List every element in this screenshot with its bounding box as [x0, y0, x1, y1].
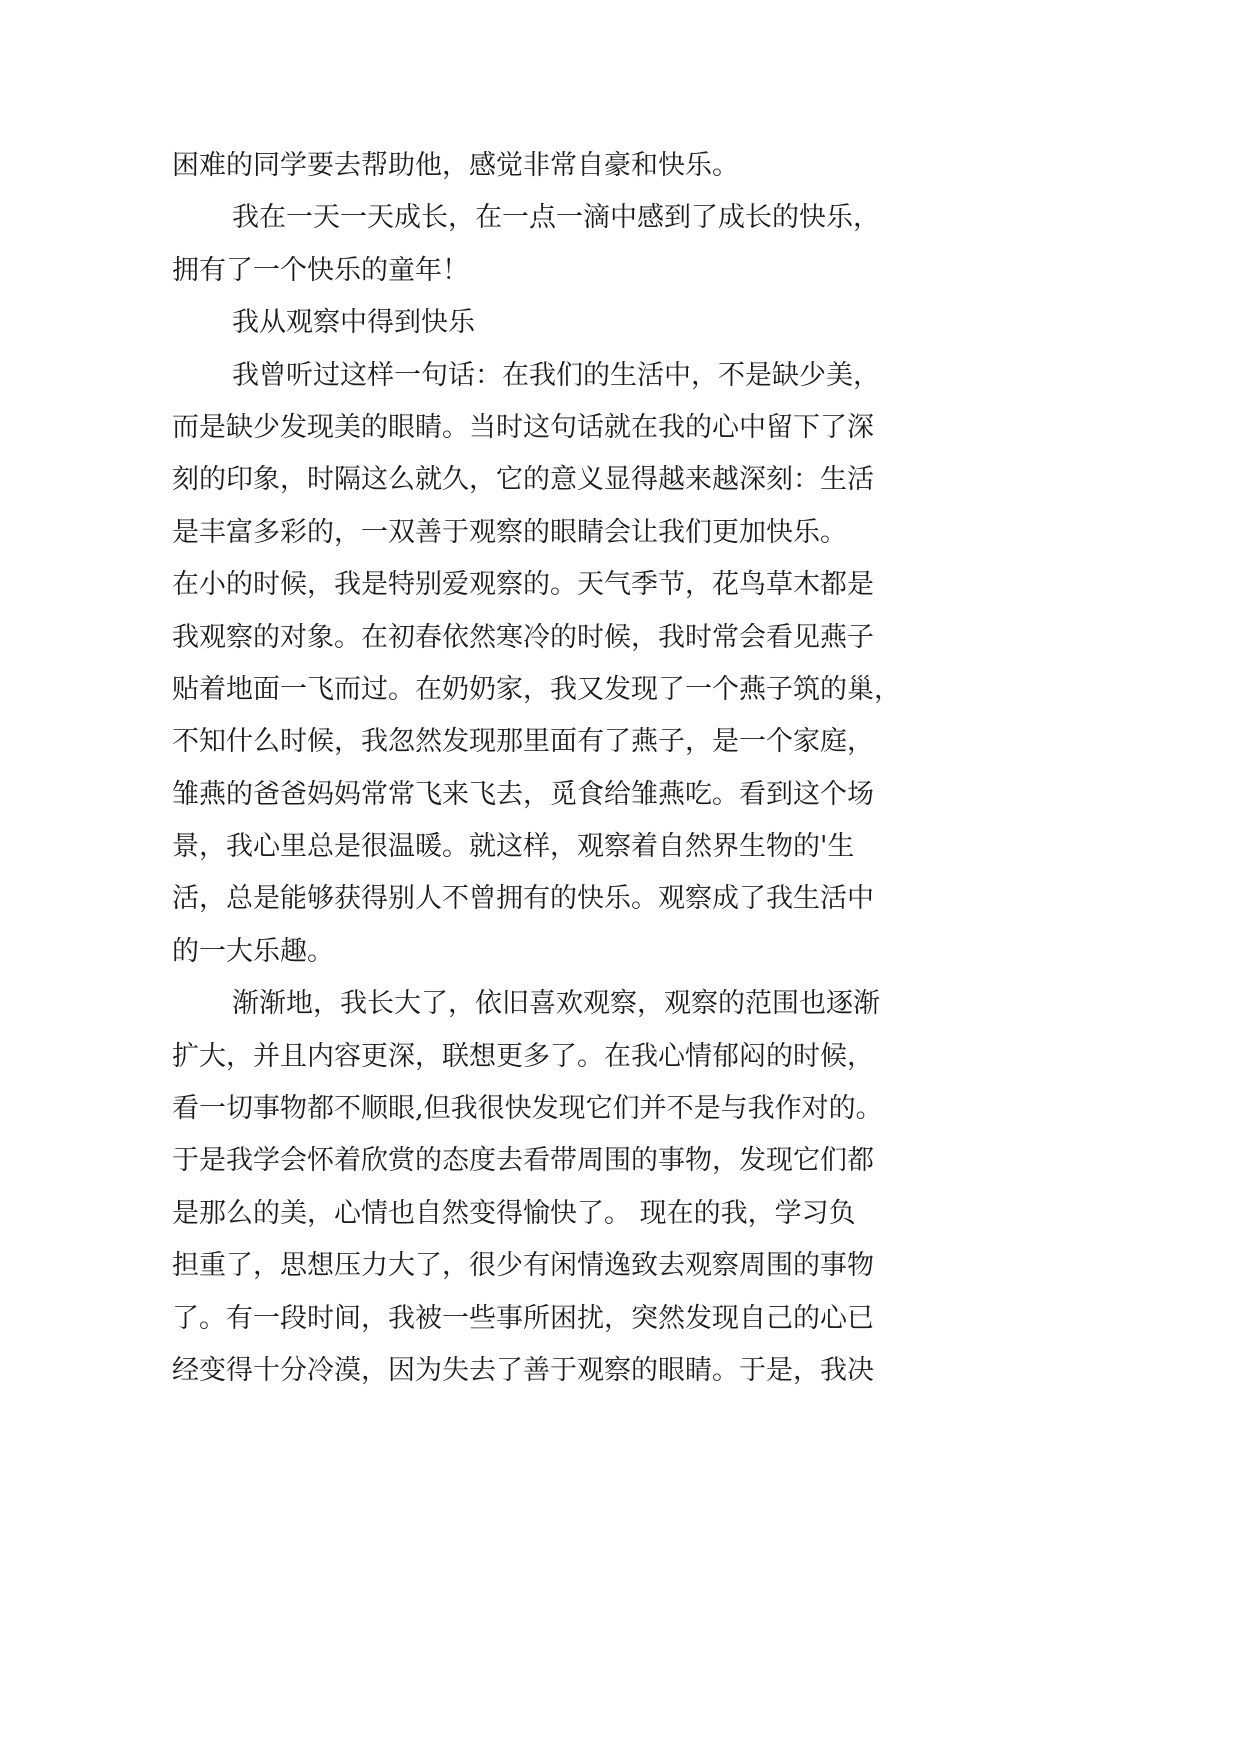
text-line: 拥有了一个快乐的童年！: [172, 254, 469, 286]
text-line: 我在一天一天成长，在一点一滴中感到了成长的快乐，: [232, 202, 880, 234]
text-line: 而是缺少发现美的眼睛。当时这句话就在我的心中留下了深: [172, 411, 874, 443]
text-line: 活，总是能够获得别人不曾拥有的快乐。观察成了我生活中: [172, 883, 874, 915]
text-line: 我观察的对象。在初春依然寒冷的时候，我时常会看见燕子: [172, 621, 874, 653]
text-line: 经变得十分冷漠，因为失去了善于观察的眼睛。于是，我决: [172, 1354, 874, 1386]
text-line: 困难的同学要去帮助他，感觉非常自豪和快乐。: [172, 150, 739, 181]
text-line: 不知什么时候，我忽然发现那里面有了燕子，是一个家庭，: [172, 726, 874, 758]
essay-title: 我从观察中得到快乐: [232, 307, 475, 339]
text-line: 渐渐地，我长大了，依旧喜欢观察，观察的范围也逐渐: [232, 988, 880, 1020]
text-line: 景，我心里总是很温暖。就这样，观察着自然界生物的'生: [172, 831, 855, 863]
text-line: 看一切事物都不顺眼,但我很快发现它们并不是与我作对的。: [172, 1093, 883, 1125]
document-body: [172, 140, 952, 1397]
text-line: 我曾听过这样一句话：在我们的生活中，不是缺少美，: [232, 359, 880, 391]
text-line: 的一大乐趣。: [172, 935, 334, 967]
text-line: 刻的印象，时隔这么就久，它的意义显得越来越深刻：生活: [172, 464, 874, 496]
text-line: 在小的时候，我是特别爱观察的。天气季节，花鸟草木都是: [172, 569, 874, 601]
text-line: 担重了，思想压力大了，很少有闲情逸致去观察周围的事物: [172, 1250, 874, 1282]
text-line: 了。有一段时间，我被一些事所困扰，突然发现自己的心已: [172, 1302, 874, 1334]
text-line: 是那么的美，心情也自然变得愉快了。 现在的我，学习负: [172, 1197, 856, 1229]
text-line: 雏燕的爸爸妈妈常常飞来飞去，觅食给雏燕吃。看到这个场: [172, 778, 874, 810]
text-line: 贴着地面一飞而过。在奶奶家，我又发现了一个燕子筑的巢，: [172, 673, 901, 705]
text-line: 于是我学会怀着欣赏的态度去看带周围的事物，发现它们都: [172, 1145, 874, 1177]
text-line: 扩大，并且内容更深，联想更多了。在我心情郁闷的时候，: [172, 1040, 874, 1072]
text-line: 是丰富多彩的，一双善于观察的眼睛会让我们更加快乐。: [172, 516, 847, 548]
